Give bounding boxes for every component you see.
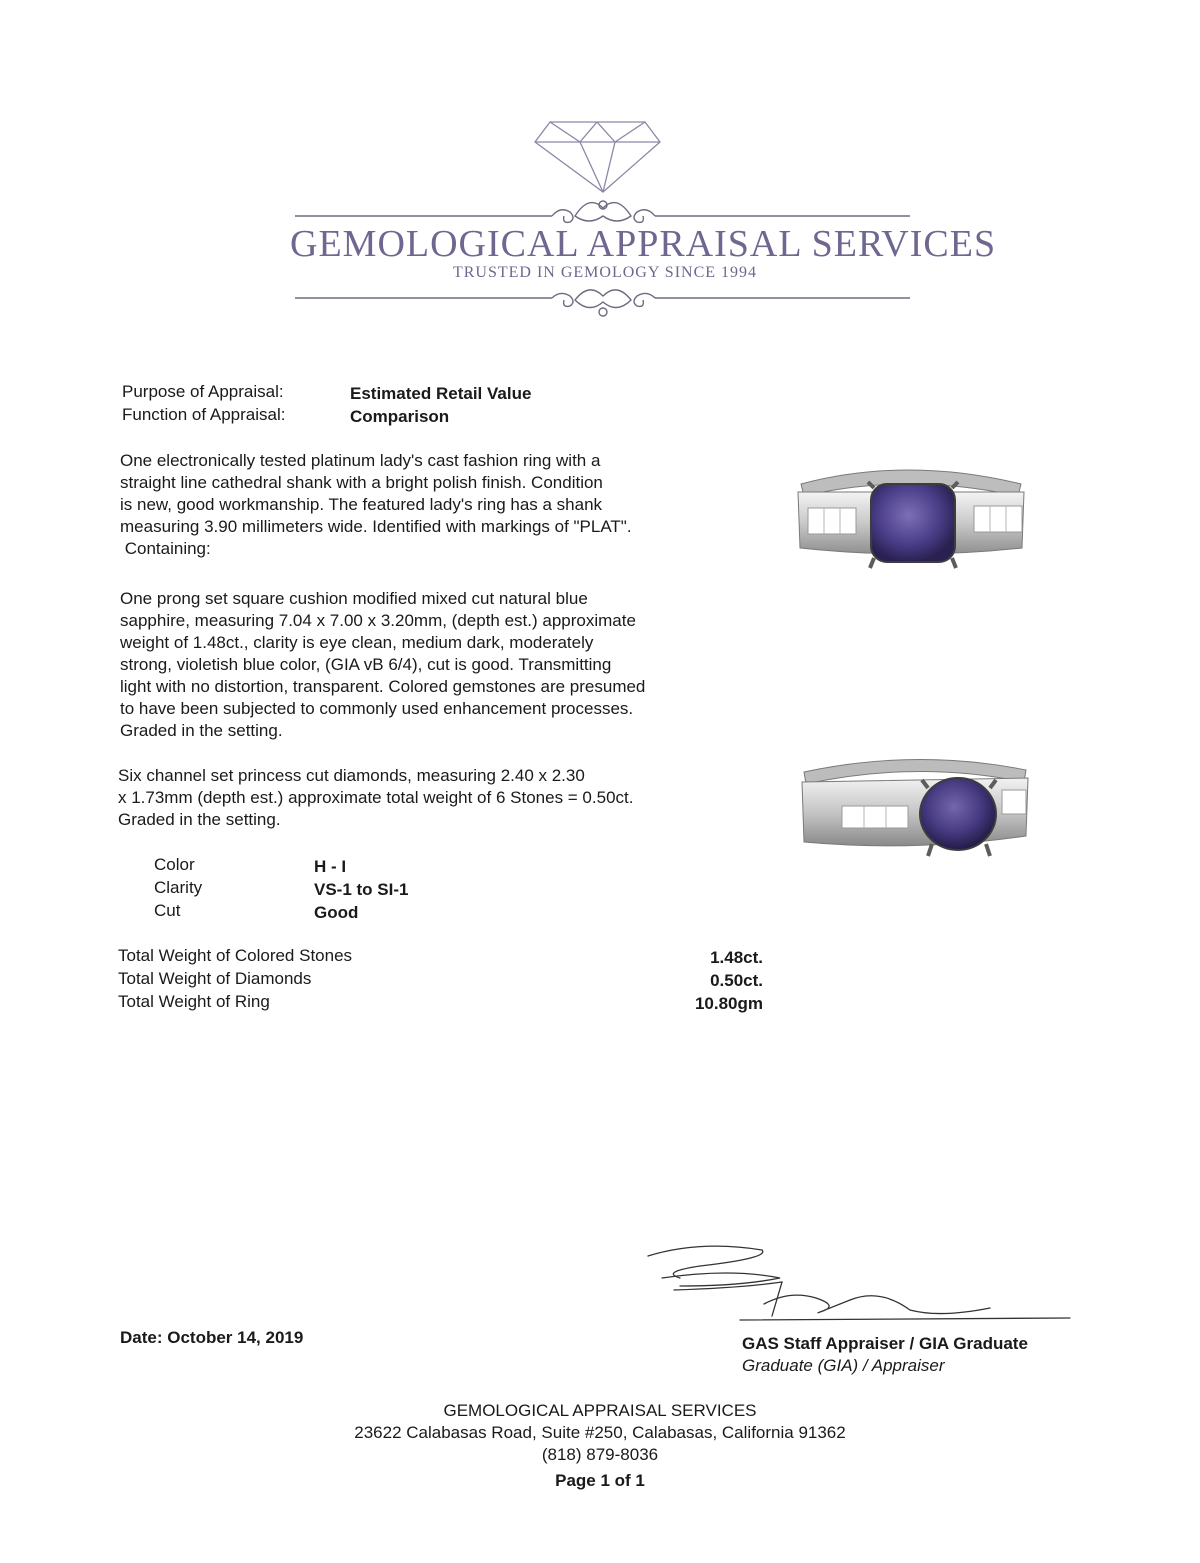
diamond-description-line: Graded in the setting. [118, 810, 281, 829]
total-diamonds-label: Total Weight of Diamonds [118, 969, 312, 988]
cut-value: Good [314, 903, 359, 922]
ring-description-line: is new, good workmanship. The featured lady's ring has a shank [120, 495, 603, 514]
appraiser-signature [640, 1238, 1080, 1328]
company-logo-tagline: TRUSTED IN GEMOLOGY SINCE 1994 [452, 264, 758, 281]
appraisal-date: Date: October 14, 2019 [120, 1328, 304, 1347]
clarity-label: Clarity [154, 878, 203, 897]
sapphire-description-line: light with no distortion, transparent. Colored gemstones are presumed [120, 677, 646, 696]
ring-photo-angled [796, 752, 1036, 867]
sapphire-description-line: weight of 1.48ct., clarity is eye clean, medium dark, moderately [120, 633, 594, 652]
sapphire-description-line: to have been subjected to commonly used enhancement processes. [120, 699, 634, 718]
purpose-label: Purpose of Appraisal: [122, 382, 284, 401]
ring-description [120, 450, 632, 560]
sapphire-description-line: Graded in the setting. [120, 721, 283, 740]
sapphire-description-line: strong, violetish blue color, (GIA vB 6/4), cut is good. Transmitting [120, 655, 612, 674]
total-colored-value: 1.48ct. [710, 948, 763, 967]
footer-phone: (818) 879-8036 [541, 1445, 659, 1464]
color-label: Color [154, 855, 195, 874]
total-ring-label: Total Weight of Ring [118, 992, 270, 1011]
sapphire-description-line: sapphire, measuring 7.04 x 7.00 x 3.20mm, (depth est.) approximate [120, 611, 636, 630]
appraiser-title: GAS Staff Appraiser / GIA Graduate [742, 1334, 1028, 1353]
company-logo-title: GEMOLOGICAL APPRAISAL SERVICES [290, 223, 997, 265]
diamond-description-line: Six channel set princess cut diamonds, measuring 2.40 x 2.30 [118, 766, 585, 785]
clarity-value: VS-1 to SI-1 [314, 880, 409, 899]
ring-description-line: straight line cathedral shank with a bright polish finish. Condition [120, 473, 603, 492]
color-value: H - I [314, 857, 347, 876]
total-colored-label: Total Weight of Colored Stones [118, 946, 353, 965]
page-number: Page 1 of 1 [555, 1471, 645, 1490]
ring-description-line: One electronically tested platinum lady's cast fashion ring with a [120, 451, 601, 470]
total-diamonds-value: 0.50ct. [710, 971, 763, 990]
sapphire-description-line: One prong set square cushion modified mixed cut natural blue [120, 589, 588, 608]
appraiser-subtitle: Graduate (GIA) / Appraiser [742, 1356, 945, 1375]
diamond-description [118, 765, 633, 831]
footer-company: GEMOLOGICAL APPRAISAL SERVICES [443, 1401, 757, 1420]
diamond-logo-icon [290, 110, 997, 325]
cut-label: Cut [154, 901, 181, 920]
footer-address: 23622 Calabasas Road, Suite #250, Calabasas, California 91362 [354, 1423, 846, 1442]
function-value: Comparison [350, 407, 450, 426]
purpose-value: Estimated Retail Value [350, 384, 532, 403]
ring-description-line: measuring 3.90 millimeters wide. Identified with markings of "PLAT". [120, 517, 632, 536]
function-label: Function of Appraisal: [122, 405, 286, 424]
ring-description-line: Containing: [120, 539, 211, 558]
sapphire-description [120, 588, 645, 742]
ring-photo-front [786, 462, 1036, 580]
total-ring-value: 10.80gm [694, 994, 763, 1013]
diamond-description-line: x 1.73mm (depth est.) approximate total weight of 6 Stones = 0.50ct. [118, 788, 634, 807]
